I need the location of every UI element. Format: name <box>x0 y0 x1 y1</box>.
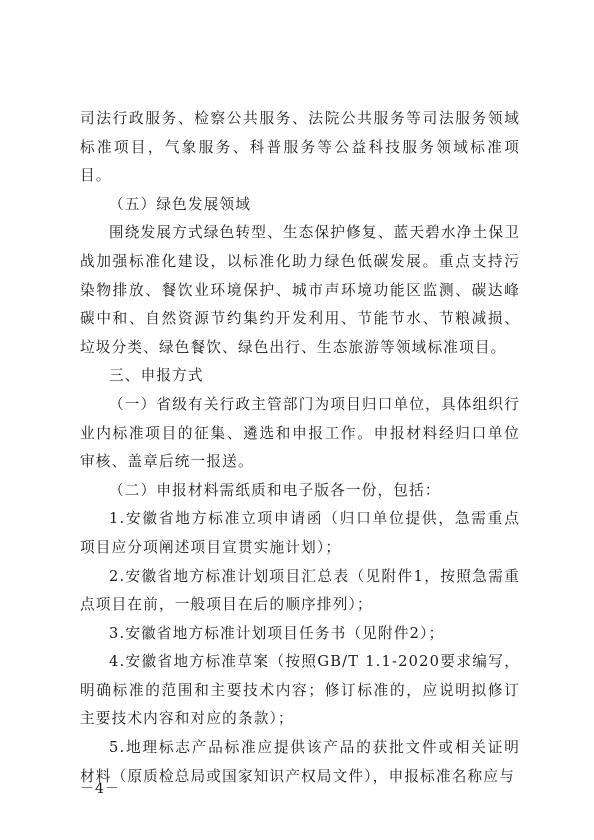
list-item-4: 4.安徽省地方标准草案（按照GB/T 1.1-2020要求编写，明确标准的范围和主要技术内容；修订标准的，应说明拟修订主要技术内容和对应的条款）； <box>80 653 520 728</box>
list-item-2: 2.安徽省地方标准计划项目汇总表（见附件1，按照急需重点项目在前，一般项目在后的顺序排列）； <box>80 567 520 614</box>
paragraph-provincial-departments: （一）省级有关行政主管部门为项目归口单位，具体组织行业内标准项目的征集、遴选和申报工作。申报材料经归口单位审核、盖章后统一报送。 <box>80 395 520 471</box>
list-item-5: 5.地理标志产品标准应提供该产品的获批文件或相关证明材料（原质检总局或国家知识产权局文件），申报标准名称应与 <box>80 739 520 785</box>
heading-application-method: 三、申报方式 <box>109 367 204 385</box>
paragraph-green-development: 围绕发展方式绿色转型、生态保护修复、蓝天碧水净土保卫战加强标准化建设，以标准化助力绿色低碳发展。重点支持污染物排放、餐饮业环境保护、城市声环境功能区监测、碳达峰碳中和、自然资源节约集约开发利用、节能节水、节粮减损、垃圾分类、绿色餐饮、绿色出行、生态旅游等领域标准项目。 <box>80 224 520 356</box>
paragraph-materials-required: （二）申报材料需纸质和电子版各一份，包括： <box>109 481 441 499</box>
page-number: －4－ <box>80 781 120 797</box>
list-item-3: 3.安徽省地方标准计划项目任务书（见附件2）； <box>109 624 445 642</box>
heading-green-development: （五）绿色发展领域 <box>109 195 252 213</box>
paragraph-judicial-services: 司法行政服务、检察公共服务、法院公共服务等司法服务领域标准项目，气象服务、科普服务等公益科技服务领域标准项目。 <box>80 110 520 185</box>
list-item-1: 1.安徽省地方标准立项申请函（归口单位提供，急需重点项目应分项阐述项目宣贯实施计划）； <box>80 510 520 556</box>
document-body <box>80 105 520 791</box>
